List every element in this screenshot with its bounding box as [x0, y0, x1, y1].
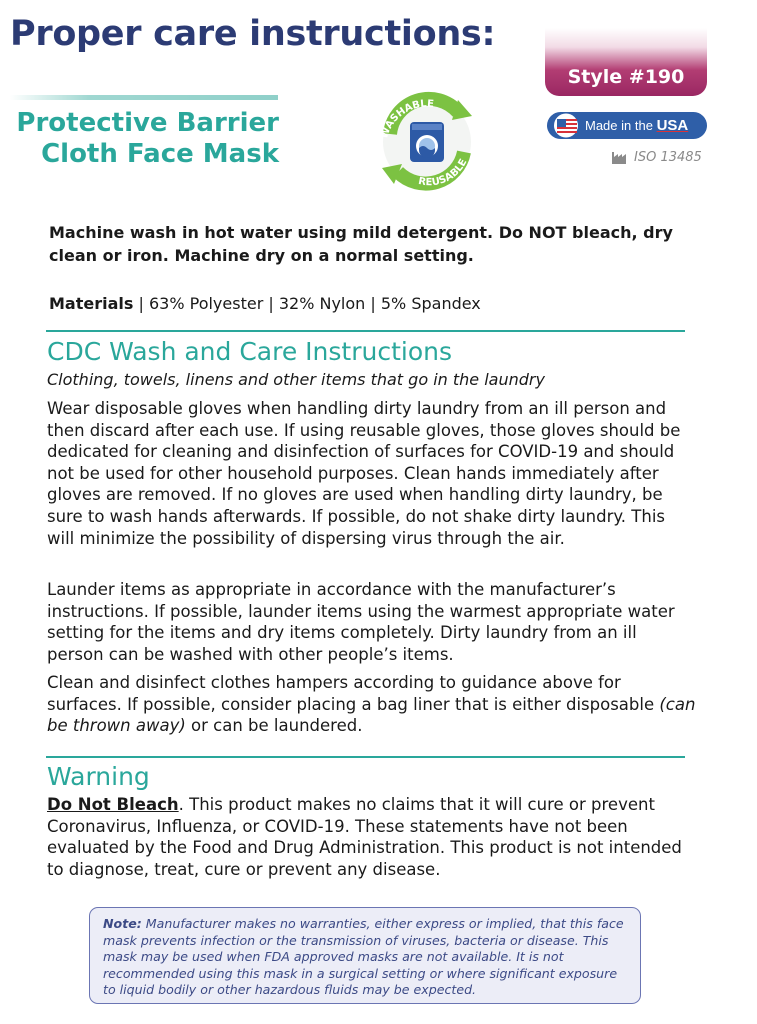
warning-body: . This product makes no claims that it will cure or prevent Coronavirus, Influenza, or COVID-19. These statements have not been evaluated by the Food and Drug Administration. This product is not intended to diagnose, treat, cure or prevent any disease.	[47, 795, 682, 879]
materials-label: Materials	[49, 294, 134, 313]
warning-title: Warning	[47, 762, 150, 791]
made-in-usa-badge	[547, 112, 707, 139]
warning-lead: Do Not Bleach	[47, 795, 179, 814]
cdc-paragraph-3-start: Clean and disinfect clothes hampers according to guidance above for surfaces. If possible, consider placing a bag liner that is either disposable	[47, 673, 660, 714]
section-divider	[46, 330, 685, 332]
page-title: Proper care instructions:	[10, 14, 496, 54]
product-name-line2: Cloth Face Mask	[41, 139, 279, 169]
cdc-subtitle: Clothing, towels, linens and other items that go in the laundry	[47, 370, 545, 389]
washable-reusable-logo	[372, 90, 482, 194]
note-label: Note:	[103, 916, 142, 931]
product-name-line1: Protective Barrier	[16, 108, 279, 138]
title-underline	[10, 95, 278, 100]
product-name	[14, 108, 279, 170]
washing-machine-icon	[410, 122, 444, 162]
materials-line	[49, 293, 709, 315]
note-text	[103, 916, 633, 999]
us-flag-icon	[551, 113, 581, 138]
cdc-paragraph-3-end: or can be laundered.	[185, 716, 363, 736]
reusable-text: REUSABLE	[417, 157, 470, 189]
style-label: Style #190	[567, 66, 685, 88]
cdc-paragraph-3	[47, 672, 697, 737]
made-in-usa-text	[585, 117, 688, 134]
cdc-paragraph-3-italic: (can be thrown away)	[47, 694, 696, 736]
materials-value: | 63% Polyester | 32% Nylon | 5% Spandex	[133, 294, 481, 313]
style-badge	[545, 28, 707, 96]
cdc-section-title: CDC Wash and Care Instructions	[47, 337, 453, 366]
iso-certification	[612, 150, 702, 165]
factory-icon	[612, 152, 628, 164]
warning-paragraph	[47, 794, 697, 880]
note-box	[89, 907, 641, 1004]
cdc-paragraph-2: Launder items as appropriate in accordance with the manufacturer’s instructions. If possible, launder items using the warmest appropriate water setting for the items and dry items completely. Dirty laundry from an ill person can be washed with other people’s items.	[47, 580, 675, 664]
iso-text: ISO 13485	[634, 150, 702, 165]
made-in-country: USA	[656, 117, 689, 134]
section-divider	[46, 756, 685, 758]
wash-instructions: Machine wash in hot water using mild detergent. Do NOT bleach, dry clean or iron. Machine dry on a normal setting.	[49, 223, 673, 265]
washable-text: WASHABLE	[379, 98, 435, 141]
note-body: Manufacturer makes no warranties, either express or implied, that this face mask prevents infection or the transmission of viruses, bacteria or disease. This mask may be used when FDA approved masks are not available. It is not recommended using this mask in a surgical setting or where significant exposure to liquid bodily or other hazardous fluids may be expected.	[103, 916, 624, 997]
made-in-prefix: Made in the	[585, 118, 653, 133]
cdc-paragraph-1: Wear disposable gloves when handling dirty laundry from an ill person and then discard after each use. If using reusable gloves, those gloves should be dedicated for cleaning and disinfection of surfaces for COVID-19 and should not be used for other household purposes. Clean hands immediately after gloves are removed. If no gloves are used when handling dirty laundry, be sure to wash hands afterwards. If possible, do not shake dirty laundry. This will minimize the possibility of dispersing virus through the air.	[47, 399, 681, 548]
